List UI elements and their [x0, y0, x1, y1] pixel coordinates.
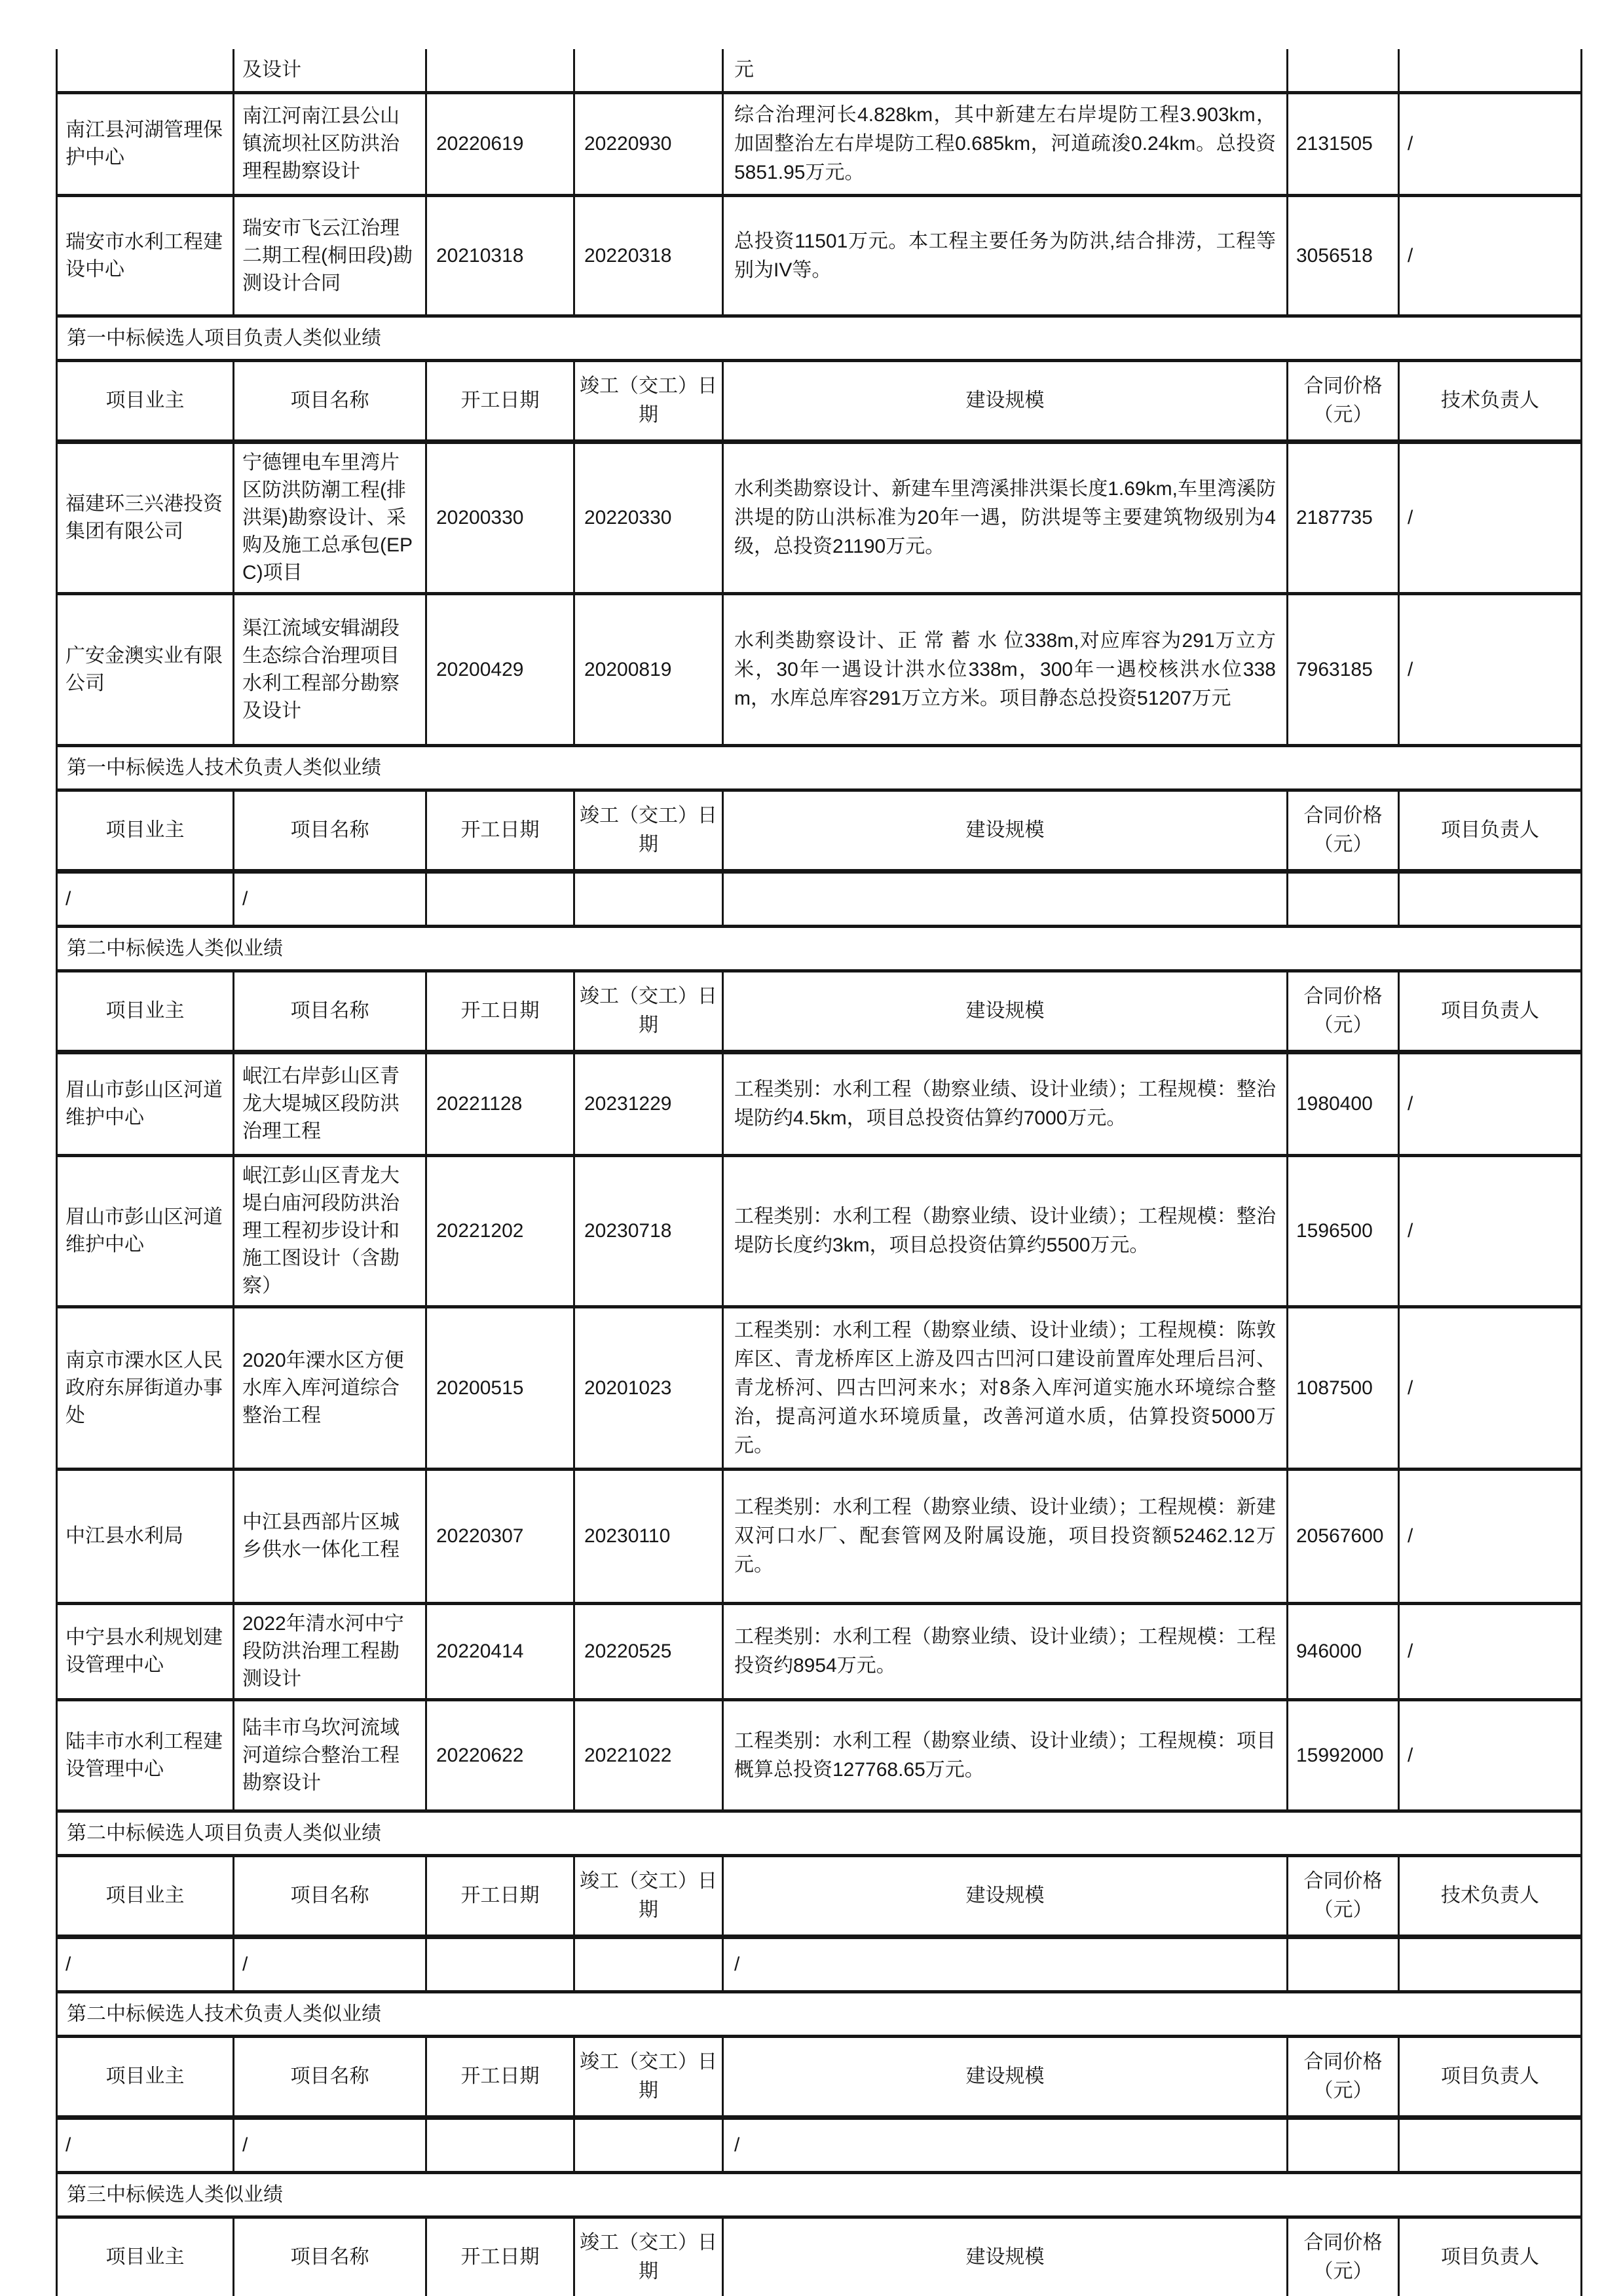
cell-leader: / [1399, 1604, 1582, 1700]
cell-name: / [234, 1937, 426, 1992]
cell-scale [723, 872, 1288, 927]
column-header-row [57, 361, 1582, 442]
cell-price: 3056518 [1288, 196, 1399, 316]
cell-end: 20220330 [574, 442, 723, 594]
column-header-scale: 建设规模 [723, 2037, 1288, 2118]
cell-end: 20221022 [574, 1700, 723, 1811]
table-row [57, 1604, 1582, 1700]
table-row [57, 872, 1582, 927]
cell-leader: / [1399, 594, 1582, 746]
cell-price: 1980400 [1288, 1052, 1399, 1156]
column-header-leader: 技术负责人 [1399, 1856, 1582, 1937]
cell-price: 2187735 [1288, 442, 1399, 594]
cell-start: 20220307 [426, 1470, 574, 1604]
cell-end: 20220318 [574, 196, 723, 316]
cell-name: 瑞安市飞云江治理二期工程(桐田段)勘测设计合同 [234, 196, 426, 316]
cell-owner: / [57, 872, 234, 927]
cell-price: 7963185 [1288, 594, 1399, 746]
column-header-start: 开工日期 [426, 361, 574, 442]
table-row [57, 594, 1582, 746]
cell-owner: 广安金澳实业有限公司 [57, 594, 234, 746]
column-header-scale: 建设规模 [723, 971, 1288, 1052]
cell-scale: / [723, 1937, 1288, 1992]
column-header-name: 项目名称 [234, 2217, 426, 2296]
cell-start [426, 2118, 574, 2173]
cell-owner [57, 49, 234, 93]
column-header-start: 开工日期 [426, 2037, 574, 2118]
cell-end [574, 872, 723, 927]
cell-end: 20231229 [574, 1052, 723, 1156]
cell-scale: 元 [723, 49, 1288, 93]
cell-scale: / [723, 2118, 1288, 2173]
cell-name: 2022年清水河中宁段防洪治理工程勘测设计 [234, 1604, 426, 1700]
table-body [57, 49, 1582, 2296]
column-header-row [57, 2037, 1582, 2118]
table-row [57, 49, 1582, 93]
cell-scale: 水利类勘察设计、正 常 蓄 水 位338m,对应库容为291万立方米，30年一遇设计洪水位338m，300年一遇校核洪水位338m，水库总库容291万立方米。项目静态总投资51207万元 [723, 594, 1288, 746]
cell-name: 宁德锂电车里湾片区防洪防潮工程(排洪渠)勘察设计、采购及施工总承包(EPC)项目 [234, 442, 426, 594]
cell-end: 20230110 [574, 1470, 723, 1604]
column-header-row [57, 1856, 1582, 1937]
cell-leader [1399, 49, 1582, 93]
cell-owner: 眉山市彭山区河道维护中心 [57, 1156, 234, 1307]
column-header-end: 竣工（交工）日期 [574, 1856, 723, 1937]
cell-scale: 总投资11501万元。本工程主要任务为防洪,结合排涝，工程等别为IV等。 [723, 196, 1288, 316]
section-title-row [57, 1811, 1582, 1856]
section-title-row [57, 1992, 1582, 2037]
cell-start: 20220619 [426, 93, 574, 196]
column-header-scale: 建设规模 [723, 361, 1288, 442]
column-header-price: 合同价格（元） [1288, 971, 1399, 1052]
cell-leader [1399, 872, 1582, 927]
cell-start [426, 872, 574, 927]
column-header-end: 竣工（交工）日期 [574, 2217, 723, 2296]
cell-owner: 中江县水利局 [57, 1470, 234, 1604]
cell-scale: 水利类勘察设计、新建车里湾溪排洪渠长度1.69km,车里湾溪防洪堤的防山洪标准为20年一遇，防洪堤等主要建筑物级别为4级，总投资21190万元。 [723, 442, 1288, 594]
cell-start: 20221202 [426, 1156, 574, 1307]
cell-end: 20201023 [574, 1307, 723, 1470]
table-row [57, 442, 1582, 594]
column-header-name: 项目名称 [234, 790, 426, 872]
cell-leader: / [1399, 93, 1582, 196]
cell-name: 及设计 [234, 49, 426, 93]
column-header-end: 竣工（交工）日期 [574, 361, 723, 442]
cell-owner: 陆丰市水利工程建设管理中心 [57, 1700, 234, 1811]
cell-start: 20200515 [426, 1307, 574, 1470]
cell-owner: 南京市溧水区人民政府东屏街道办事处 [57, 1307, 234, 1470]
cell-end: 20220930 [574, 93, 723, 196]
section-title: 第二中标候选人项目负责人类似业绩 [57, 1811, 1582, 1856]
table-row [57, 1470, 1582, 1604]
column-header-scale: 建设规模 [723, 1856, 1288, 1937]
cell-name: 岷江右岸彭山区青龙大堤城区段防洪治理工程 [234, 1052, 426, 1156]
column-header-leader: 项目负责人 [1399, 2217, 1582, 2296]
column-header-owner: 项目业主 [57, 2217, 234, 2296]
cell-end: 20220525 [574, 1604, 723, 1700]
cell-name: 岷江彭山区青龙大堤白庙河段防洪治理工程初步设计和施工图设计（含勘察） [234, 1156, 426, 1307]
cell-leader: / [1399, 196, 1582, 316]
column-header-end: 竣工（交工）日期 [574, 971, 723, 1052]
column-header-start: 开工日期 [426, 971, 574, 1052]
table-row [57, 1307, 1582, 1470]
cell-price: 2131505 [1288, 93, 1399, 196]
section-title: 第二中标候选人技术负责人类似业绩 [57, 1992, 1582, 2037]
cell-name: 中江县西部片区城乡供水一体化工程 [234, 1470, 426, 1604]
cell-price [1288, 2118, 1399, 2173]
column-header-owner: 项目业主 [57, 1856, 234, 1937]
cell-leader [1399, 1937, 1582, 1992]
column-header-owner: 项目业主 [57, 361, 234, 442]
column-header-name: 项目名称 [234, 361, 426, 442]
cell-start: 20220622 [426, 1700, 574, 1811]
cell-start: 20221128 [426, 1052, 574, 1156]
cell-start: 20220414 [426, 1604, 574, 1700]
cell-scale: 工程类别：水利工程（勘察业绩、设计业绩）；工程规模：项目概算总投资127768.65万元。 [723, 1700, 1288, 1811]
column-header-price: 合同价格（元） [1288, 361, 1399, 442]
cell-leader: / [1399, 1700, 1582, 1811]
cell-scale: 工程类别：水利工程（勘察业绩、设计业绩）；工程规模：陈敦库区、青龙桥库区上游及四古凹河口建设前置库处理后吕河、青龙桥河、四古凹河来水；对8条入库河道实施水环境综合整治，提高河道水环境质量，改善河道水质，估算投资5000万元。 [723, 1307, 1288, 1470]
section-title: 第一中标候选人项目负责人类似业绩 [57, 316, 1582, 361]
cell-end: 20200819 [574, 594, 723, 746]
section-title: 第三中标候选人类似业绩 [57, 2173, 1582, 2217]
column-header-leader: 项目负责人 [1399, 2037, 1582, 2118]
cell-price [1288, 49, 1399, 93]
column-header-name: 项目名称 [234, 2037, 426, 2118]
column-header-owner: 项目业主 [57, 790, 234, 872]
cell-price: 1087500 [1288, 1307, 1399, 1470]
section-title-row [57, 2173, 1582, 2217]
column-header-name: 项目名称 [234, 1856, 426, 1937]
cell-price: 946000 [1288, 1604, 1399, 1700]
column-header-end: 竣工（交工）日期 [574, 2037, 723, 2118]
column-header-start: 开工日期 [426, 2217, 574, 2296]
column-header-start: 开工日期 [426, 1856, 574, 1937]
table-row [57, 2118, 1582, 2173]
column-header-price: 合同价格（元） [1288, 790, 1399, 872]
column-header-owner: 项目业主 [57, 971, 234, 1052]
cell-leader: / [1399, 1052, 1582, 1156]
cell-end [574, 1937, 723, 1992]
bid-performance-table [56, 49, 1582, 2296]
column-header-scale: 建设规模 [723, 790, 1288, 872]
section-title: 第一中标候选人技术负责人类似业绩 [57, 746, 1582, 790]
cell-leader: / [1399, 1156, 1582, 1307]
column-header-price: 合同价格（元） [1288, 2217, 1399, 2296]
cell-owner: 瑞安市水利工程建设中心 [57, 196, 234, 316]
column-header-row [57, 971, 1582, 1052]
cell-start: 20210318 [426, 196, 574, 316]
cell-price: 20567600 [1288, 1470, 1399, 1604]
cell-start: 20200429 [426, 594, 574, 746]
cell-owner: / [57, 1937, 234, 1992]
column-header-end: 竣工（交工）日期 [574, 790, 723, 872]
cell-owner: / [57, 2118, 234, 2173]
cell-scale: 工程类别：水利工程（勘察业绩、设计业绩）；工程规模：整治堤防约4.5km，项目总投资估算约7000万元。 [723, 1052, 1288, 1156]
table-row [57, 93, 1582, 196]
cell-end: 20230718 [574, 1156, 723, 1307]
column-header-leader: 项目负责人 [1399, 971, 1582, 1052]
column-header-leader: 技术负责人 [1399, 361, 1582, 442]
cell-leader: / [1399, 1307, 1582, 1470]
column-header-name: 项目名称 [234, 971, 426, 1052]
cell-name: / [234, 872, 426, 927]
cell-scale: 工程类别：水利工程（勘察业绩、设计业绩）；工程规模：工程投资约8954万元。 [723, 1604, 1288, 1700]
column-header-scale: 建设规模 [723, 2217, 1288, 2296]
cell-start: 20200330 [426, 442, 574, 594]
cell-name: 陆丰市乌坎河流域河道综合整治工程勘察设计 [234, 1700, 426, 1811]
column-header-price: 合同价格（元） [1288, 2037, 1399, 2118]
cell-end [574, 2118, 723, 2173]
section-title-row [57, 746, 1582, 790]
cell-name: 渠江流域安辑湖段生态综合治理项目水利工程部分勘察及设计 [234, 594, 426, 746]
cell-owner: 福建环三兴港投资集团有限公司 [57, 442, 234, 594]
cell-leader: / [1399, 1470, 1582, 1604]
table-row [57, 1937, 1582, 1992]
table-row [57, 196, 1582, 316]
column-header-start: 开工日期 [426, 790, 574, 872]
table-row [57, 1156, 1582, 1307]
column-header-leader: 项目负责人 [1399, 790, 1582, 872]
column-header-owner: 项目业主 [57, 2037, 234, 2118]
cell-owner: 南江县河湖管理保护中心 [57, 93, 234, 196]
cell-owner: 眉山市彭山区河道维护中心 [57, 1052, 234, 1156]
table-row [57, 1052, 1582, 1156]
cell-scale: 综合治理河长4.828km，其中新建左右岸堤防工程3.903km，加固整治左右岸堤防工程0.685km，河道疏浚0.24km。总投资5851.95万元。 [723, 93, 1288, 196]
cell-start [426, 49, 574, 93]
cell-price [1288, 872, 1399, 927]
cell-price: 1596500 [1288, 1156, 1399, 1307]
cell-scale: 工程类别：水利工程（勘察业绩、设计业绩）；工程规模：整治堤防长度约3km，项目总投资估算约5500万元。 [723, 1156, 1288, 1307]
cell-scale: 工程类别：水利工程（勘察业绩、设计业绩）；工程规模：新建双河口水厂、配套管网及附属设施，项目投资额52462.12万元。 [723, 1470, 1288, 1604]
cell-start [426, 1937, 574, 1992]
table-row [57, 1700, 1582, 1811]
column-header-price: 合同价格（元） [1288, 1856, 1399, 1937]
cell-end [574, 49, 723, 93]
section-title-row [57, 316, 1582, 361]
cell-name: 2020年溧水区方便水库入库河道综合整治工程 [234, 1307, 426, 1470]
section-title: 第二中标候选人类似业绩 [57, 927, 1582, 971]
cell-owner: 中宁县水利规划建设管理中心 [57, 1604, 234, 1700]
section-title-row [57, 927, 1582, 971]
cell-price: 15992000 [1288, 1700, 1399, 1811]
column-header-row [57, 790, 1582, 872]
cell-name: 南江河南江县公山镇流坝社区防洪治理程勘察设计 [234, 93, 426, 196]
cell-leader [1399, 2118, 1582, 2173]
cell-name: / [234, 2118, 426, 2173]
cell-leader: / [1399, 442, 1582, 594]
cell-price [1288, 1937, 1399, 1992]
column-header-row [57, 2217, 1582, 2296]
